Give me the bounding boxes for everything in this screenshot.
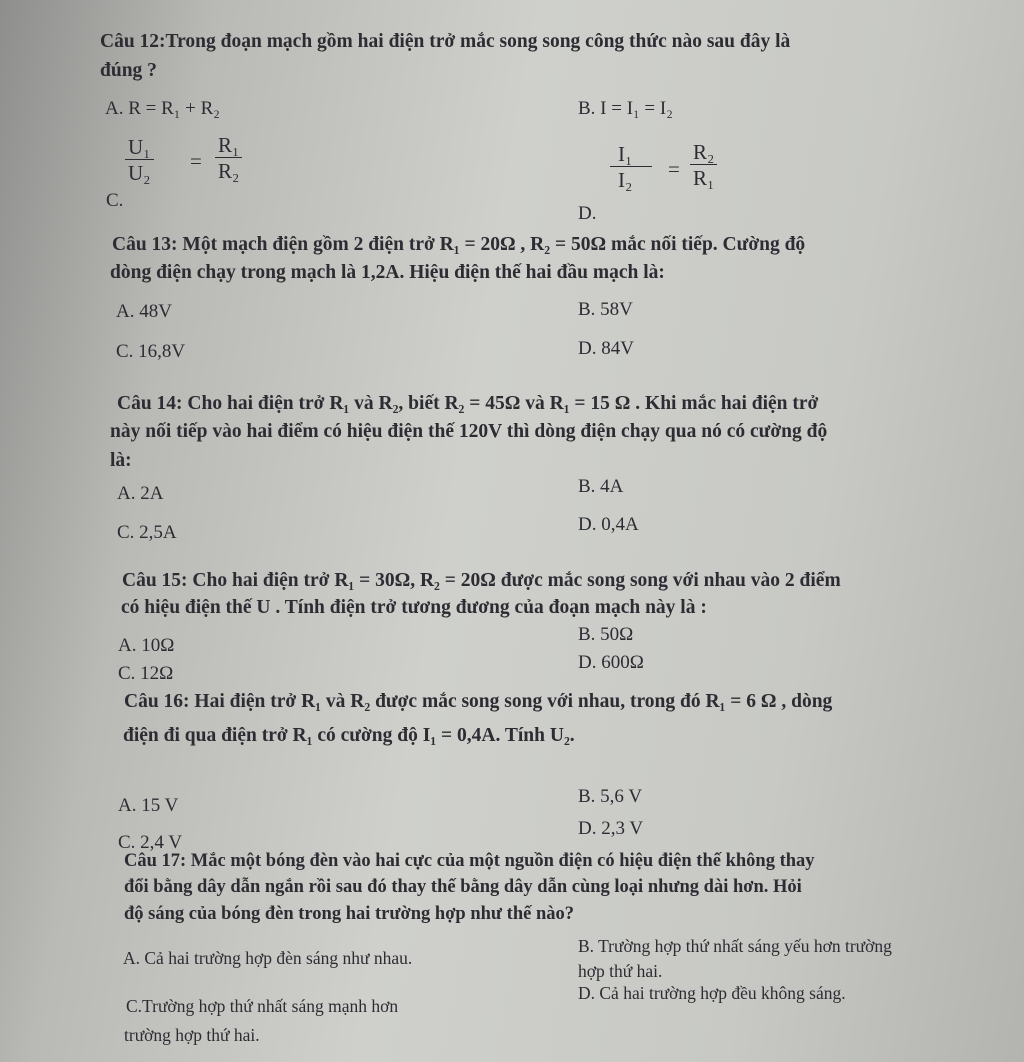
q16-option-b: B. 5,6 V xyxy=(578,786,643,807)
q17-stem-line2: đổi bằng dây dẫn ngắn rồi sau đó thay thế bằng dây dẫn cùng loại nhưng dài hơn. Hỏi xyxy=(124,877,802,897)
q12-c-fraction-u xyxy=(125,135,154,186)
q12-option-d-label: D. xyxy=(578,203,597,224)
q16-option-a: A. 15 V xyxy=(118,795,179,816)
q14-option-c: C. 2,5A xyxy=(117,522,177,543)
q17-option-b-line1: B. Trường hợp thứ nhất sáng yếu hơn trường xyxy=(578,936,892,956)
q15-option-a: A. 10Ω xyxy=(118,635,175,656)
q15-option-d: D. 600Ω xyxy=(578,652,644,673)
q13-stem-line2: dòng điện chạy trong mạch là 1,2A. Hiệu điện thế hai đầu mạch là: xyxy=(110,262,665,283)
q15-option-b: B. 50Ω xyxy=(578,624,634,645)
q17-option-c-line2: trường hợp thứ hai. xyxy=(124,1025,260,1045)
q17-option-b-line2: hợp thứ hai. xyxy=(578,961,663,981)
q12-stem-line1: Câu 12:Trong đoạn mạch gồm hai điện trở mắc song song công thức nào sau đây là xyxy=(100,31,791,52)
q13-stem-line1: Câu 13: Một mạch điện gồm 2 điện trở R₁ = 20Ω , R₂ = 50Ω mắc nối tiếp. Cường độ xyxy=(112,234,806,255)
q14-option-b: B. 4A xyxy=(578,476,624,497)
q12-c-frac1-den: U₂ xyxy=(128,161,151,185)
q15-option-c: C. 12Ω xyxy=(118,663,174,684)
q14-option-a: A. 2A xyxy=(117,483,164,504)
q16-stem-line1: Câu 16: Hai điện trở R₁ và R₂ được mắc song song với nhau, trong đó R₁ = 6 Ω , dòng xyxy=(124,691,833,712)
q12-d-frac1-den: I₂ xyxy=(618,168,633,192)
q14-stem-line3: là: xyxy=(110,450,132,471)
q13-option-a: A. 48V xyxy=(116,301,172,322)
q15-stem-line1: Câu 15: Cho hai điện trở R₁ = 30Ω, R₂ = 20Ω được mắc song song với nhau vào 2 điểm xyxy=(122,570,841,591)
q12-d-fraction-i xyxy=(610,142,652,193)
q14-stem-line1: Câu 14: Cho hai điện trở R₁ và R₂, biết R₂ = 45Ω và R₁ = 15 Ω . Khi mắc hai điện trở xyxy=(117,393,819,414)
q17-option-a: A. Cả hai trường hợp đèn sáng như nhau. xyxy=(123,948,413,968)
q12-d-frac1-num: I₁ xyxy=(610,142,652,167)
q12-option-c-label: C. xyxy=(106,190,124,211)
q14-stem-line2: này nối tiếp vào hai điểm có hiệu điện thế 120V thì dòng điện chạy qua nó có cường độ xyxy=(110,421,828,442)
q17-option-d: D. Cả hai trường hợp đều không sáng. xyxy=(578,983,846,1003)
q12-d-equals: = xyxy=(668,157,680,181)
q12-c-fraction-r xyxy=(215,133,242,184)
q16-stem-line2: điện đi qua điện trở R₁ có cường độ I₁ = 0,4A. Tính U₂. xyxy=(123,725,575,746)
q12-c-equals: = xyxy=(190,149,202,173)
q13-option-d: D. 84V xyxy=(578,338,634,359)
q16-option-d: D. 2,3 V xyxy=(578,818,644,839)
q17-stem-line3: độ sáng của bóng đèn trong hai trường hợp như thế nào? xyxy=(124,904,574,924)
q12-c-frac1-num: U₁ xyxy=(125,135,154,160)
q17-stem-line1: Câu 17: Mắc một bóng đèn vào hai cực của một nguồn điện có hiệu điện thế không thay xyxy=(124,851,815,871)
q12-option-a: A. R = R₁ + R₂ xyxy=(105,98,220,119)
q12-stem-line2: đúng ? xyxy=(100,60,157,81)
q13-option-b: B. 58V xyxy=(578,299,633,320)
q12-c-frac2-den: R₂ xyxy=(218,159,240,183)
q13-option-c: C. 16,8V xyxy=(116,341,186,362)
q14-option-d: D. 0,4A xyxy=(578,514,639,535)
q12-d-frac2-num: R₂ xyxy=(690,140,717,165)
q12-d-frac2-den: R₁ xyxy=(693,166,715,190)
q12-c-frac2-num: R₁ xyxy=(215,133,242,158)
q16-option-c: C. 2,4 V xyxy=(118,832,183,853)
q15-stem-line2: có hiệu điện thế U . Tính điện trở tương đương của đoạn mạch này là : xyxy=(121,597,707,618)
q12-option-b: B. I = I₁ = I₂ xyxy=(578,98,673,119)
q12-d-fraction-r xyxy=(690,140,717,191)
q17-option-c-line1: C.Trường hợp thứ nhất sáng mạnh hơn xyxy=(126,996,399,1016)
